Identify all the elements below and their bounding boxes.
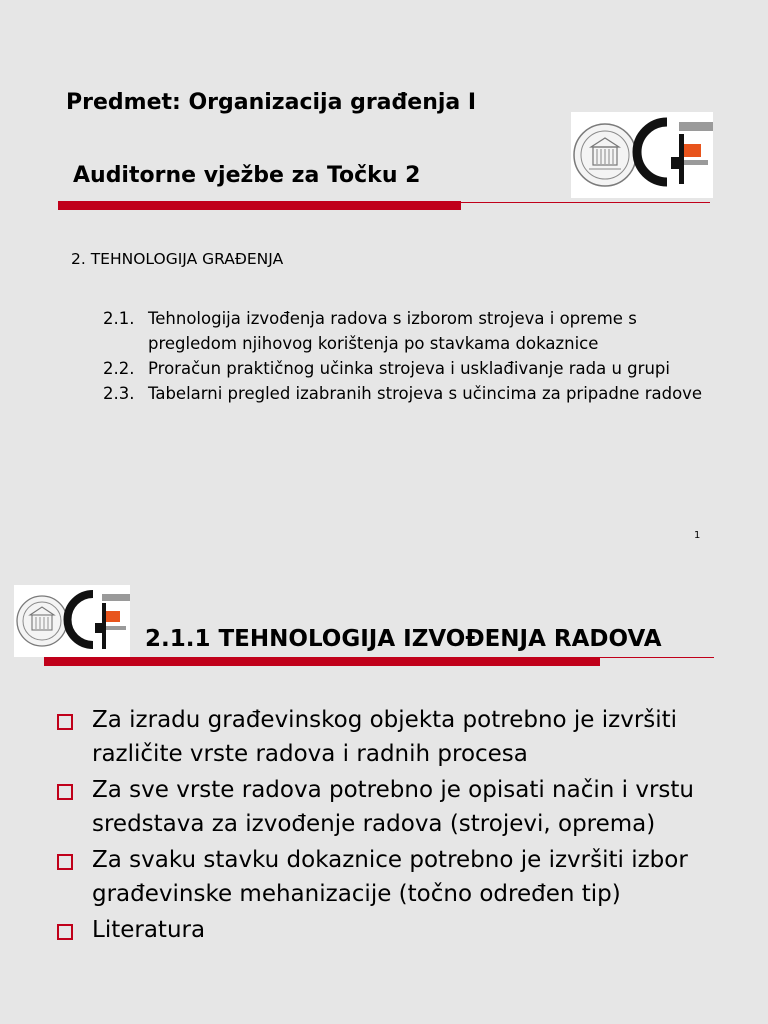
toc-item-number: 2.2. <box>103 359 135 378</box>
toc-item <box>103 306 713 356</box>
square-bullet-icon <box>57 854 73 870</box>
list-item <box>54 703 744 771</box>
toc-item-text: Tabelarni pregled izabranih strojeva s učincima za pripadne radove <box>148 384 703 403</box>
university-seal-icon <box>571 112 713 198</box>
section-heading: 2. TEHNOLOGIJA GRAĐENJA <box>71 250 284 268</box>
list-item-text: Za sve vrste radova potrebno je opisati način i vrstu sredstava za izvođenje radova (strojevi, oprema) <box>92 777 694 837</box>
title-divider-thick <box>58 201 461 210</box>
page-number: 1 <box>694 530 701 541</box>
slide-title: Predmet: Organizacija građenja I <box>66 90 477 115</box>
toc-item-number: 2.1. <box>103 309 135 328</box>
faculty-logo <box>571 112 713 198</box>
list-item-text: Za svaku stavku dokaznice potrebno je izvršiti izbor građevinske mehanizacije (točno određen tip) <box>92 847 688 907</box>
list-item-text: Za izradu građevinskog objekta potrebno je izvršiti različite vrste radova i radnih procesa <box>92 707 678 767</box>
square-bullet-icon <box>57 714 73 730</box>
title-divider-thick <box>44 657 600 666</box>
square-bullet-icon <box>57 784 73 800</box>
square-bullet-icon <box>57 924 73 940</box>
list-item-text: Literatura <box>92 917 206 943</box>
gf-logo-icon <box>14 585 130 657</box>
toc-item <box>103 381 713 406</box>
table-of-contents <box>103 306 713 406</box>
list-item <box>54 913 744 947</box>
bullet-list <box>54 703 744 949</box>
toc-item-number: 2.3. <box>103 384 135 403</box>
toc-item <box>103 356 713 381</box>
list-item <box>54 843 744 911</box>
toc-item-text: Tehnologija izvođenja radova s izborom strojeva i opreme s pregledom njihovog korištenja po stavkama dokaznice <box>148 309 637 353</box>
faculty-logo <box>14 585 130 657</box>
slide-subtitle: Auditorne vježbe za Točku 2 <box>73 163 421 188</box>
toc-item-text: Proračun praktičnog učinka strojeva i usklađivanje rada u grupi <box>148 359 670 378</box>
slide-title: 2.1.1 TEHNOLOGIJA IZVOĐENJA RADOVA <box>145 626 662 652</box>
list-item <box>54 773 744 841</box>
